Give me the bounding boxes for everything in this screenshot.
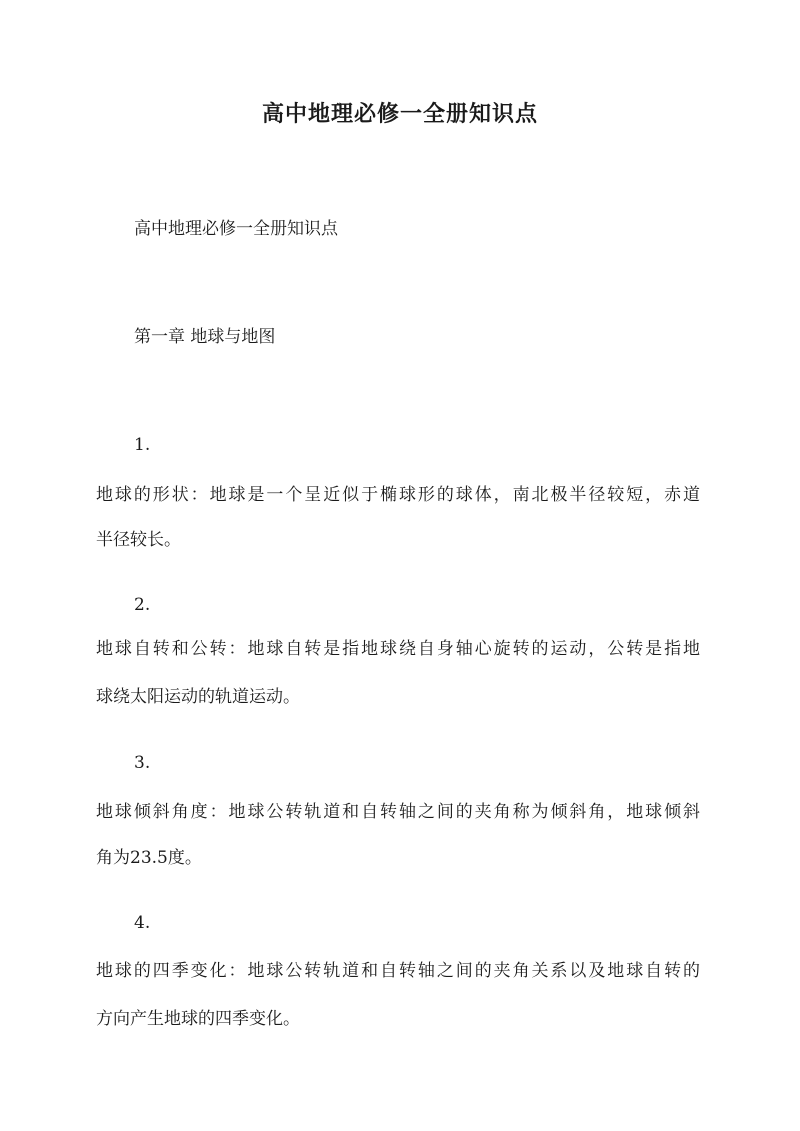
item-3-line-1: 地球倾斜角度：地球公转轨道和自转轴之间的夹角称为倾斜角，地球倾斜	[96, 802, 700, 822]
item-1-line-1: 地球的形状：地球是一个呈近似于椭球形的球体，南北极半径较短，赤道	[96, 485, 700, 505]
item-3-line-2: 角为23.5度。	[96, 848, 202, 868]
page-title: 高中地理必修一全册知识点	[261, 101, 538, 127]
document-subtitle: 高中地理必修一全册知识点	[134, 219, 338, 239]
item-number-1: 1.	[134, 435, 151, 455]
item-2-line-2: 球绕太阳运动的轨道运动。	[96, 687, 300, 707]
item-2-line-1: 地球自转和公转：地球自转是指地球绕自身轴心旋转的运动，公转是指地	[96, 639, 700, 659]
chapter-heading: 第一章 地球与地图	[134, 327, 276, 347]
item-4-line-1: 地球的四季变化：地球公转轨道和自转轴之间的夹角关系以及地球自转的	[96, 961, 700, 981]
item-4-line-2: 方向产生地球的四季变化。	[96, 1009, 300, 1029]
item-number-2: 2.	[134, 595, 151, 615]
item-number-4: 4.	[134, 913, 151, 933]
item-1-line-2: 半径较长。	[96, 530, 181, 550]
item-number-3: 3.	[134, 753, 151, 773]
